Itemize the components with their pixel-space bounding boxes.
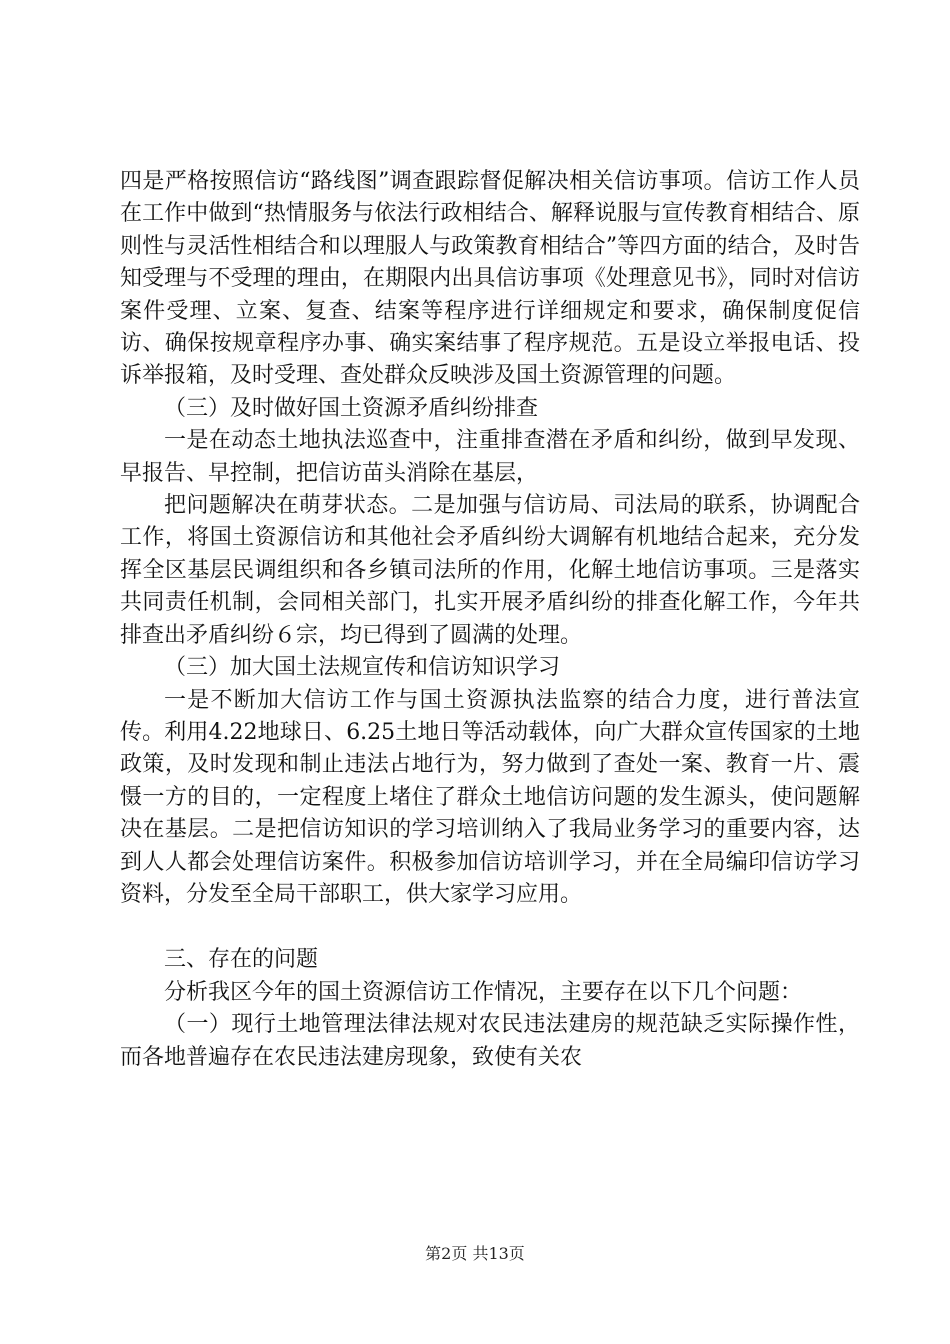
paragraph: 分析我区今年的国土资源信访工作情况，主要存在以下几个问题： — [164, 979, 803, 1005]
paragraph: 四是严格按照信访“路线图”调查跟踪督促解决相关信访事项。信访工作人员在工作中做到“热情服务与依法行政相结合、解释说服与宣传教育相结合、原则性与灵活性相结合和以理服人与政策教育相结合”等四方面的结合，及时告知受理与不受理的理由，在期限内出具信访事项《处理意见书》，同时对信访案件受理、立案、复查、结案等程序进行详细规定和要求，确保制度促信访、确保按规章程序办事、确实案结事了程序规范。五是设立举报电话、投诉举报箱，及时受理、查处群众反映涉及国土资源管理的问题。 — [120, 169, 860, 389]
paragraph: 一是不断加大信访工作与国土资源执法监察的结合力度，进行普法宣传。利用4.22地球日、6.25土地日等活动载体，向广大群众宣传国家的土地政策，及时发现和制止违法占地行为，努力做到了查处一案、教育一片、震慑一方的目的，一定程度上堵住了群众土地信访问题的发生源头，使问题解决在基层。二是把信访知识的学习培训纳入了我局业务学习的重要内容，达到人人都会处理信访案件。积极参加信访培训学习，并在全局编印信访学习资料，分发至全局干部职工，供大家学习应用。 — [120, 687, 860, 907]
paragraph: 把问题解决在萌芽状态。二是加强与信访局、司法局的联系，协调配合工作，将国土资源信访和其他社会矛盾纠纷大调解有机地结合起来，充分发挥全区基层民调组织和各乡镇司法所的作用，化解土地信访事项。三是落实共同责任机制，会同相关部门，扎实开展矛盾纠纷的排查化解工作，今年共排查出矛盾纠纷６宗，均已得到了圆满的处理。 — [120, 493, 860, 648]
section-heading: （三）加大国土法规宣传和信访知识学习 — [164, 655, 561, 681]
paragraph-spacer — [120, 911, 860, 944]
document-body — [120, 166, 860, 1074]
page-footer — [0, 1244, 950, 1264]
paragraph: （一）现行土地管理法律法规对农民违法建房的规范缺乏实际操作性，而各地普遍存在农民违法建房现象，致使有关农 — [120, 1012, 860, 1070]
section-heading: （三）及时做好国土资源矛盾纠纷排查 — [164, 395, 539, 421]
section-heading: 三、存在的问题 — [164, 947, 319, 973]
paragraph: 一是在动态土地执法巡查中，注重排查潜在矛盾和纠纷，做到早发现、早报告、早控制，把信访苗头消除在基层， — [120, 428, 860, 486]
page-number-label: 第2页 共13页 — [425, 1244, 525, 1263]
